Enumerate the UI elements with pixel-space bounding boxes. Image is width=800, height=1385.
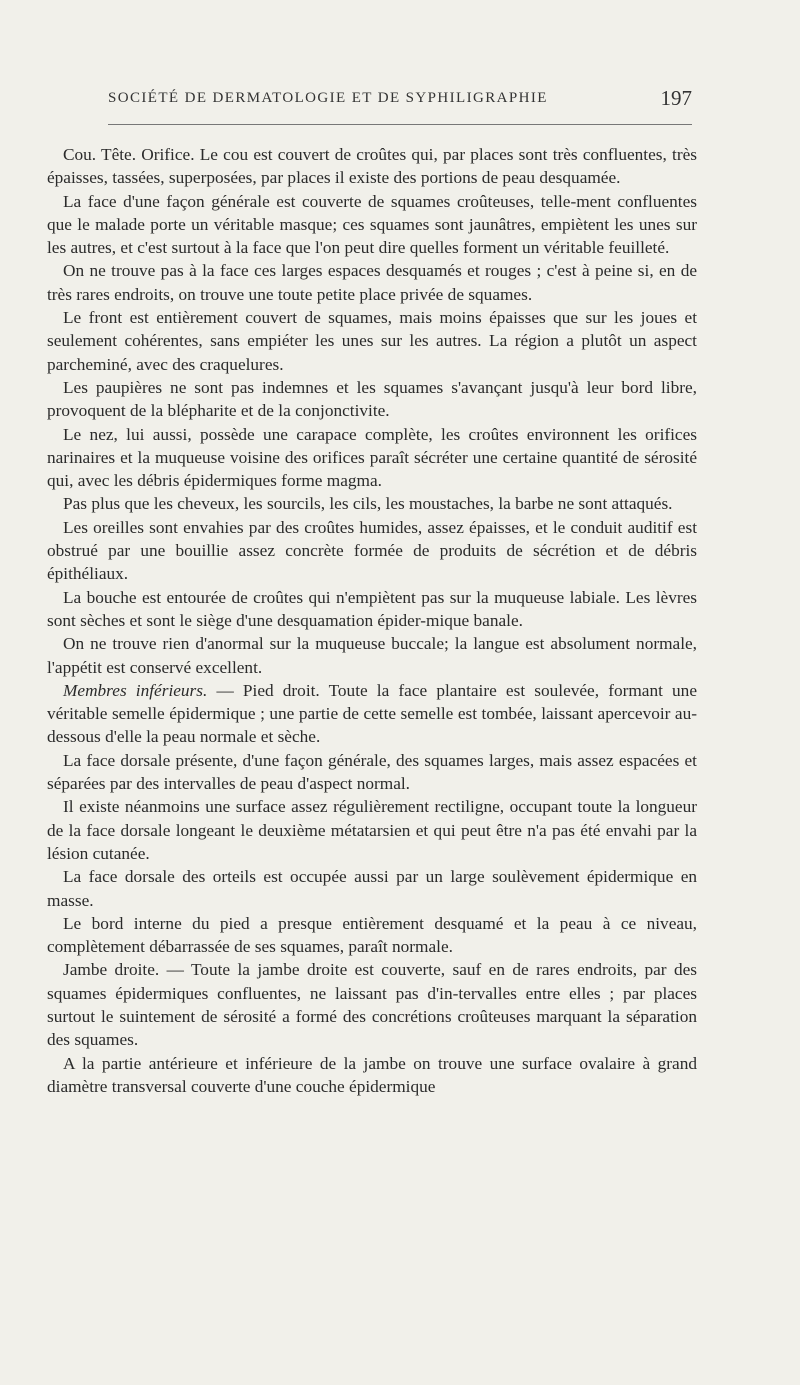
paragraph-text: A la partie antérieure et inférieure de la jambe on trouve une surface ovalaire à grand diamètre transversal couverte d'une couche épidermique <box>47 1053 697 1096</box>
paragraph <box>47 1052 697 1099</box>
paragraph-text: On ne trouve pas à la face ces larges espaces desquamés et rouges ; c'est à peine si, en de très rares endroits, on trouve une toute petite place privée de squames. <box>47 261 697 304</box>
paragraph <box>47 749 697 796</box>
section-lead: Membres inférieurs. <box>63 680 208 700</box>
paragraph-text: Pas plus que les cheveux, les sourcils, les cils, les moustaches, la barbe ne sont attaqués. <box>63 494 673 514</box>
body-text <box>47 143 697 1098</box>
paragraph <box>47 632 697 679</box>
page-number: 197 <box>660 86 692 110</box>
paragraph-text: On ne trouve rien d'anormal sur la muqueuse buccale; la langue est absolument normale, l'appétit est conservé excellent. <box>47 634 697 677</box>
paragraph <box>47 958 697 1051</box>
paragraph-text: La bouche est entourée de croûtes qui n'empiètent pas sur la muqueuse labiale. Les lèvres sont sèches et sont le siège d'une desquamation épider-mique banale. <box>47 587 697 630</box>
paragraph-text: Le nez, lui aussi, possède une carapace complète, les croûtes environnent les orifices narinaires et la muqueuse voisine des orifices paraît sécréter une certaine quantité de sérosité qui, avec les débris épidermiques forme magma. <box>47 424 697 491</box>
paragraph <box>47 190 697 260</box>
paragraph <box>47 143 697 190</box>
paragraph <box>47 259 697 306</box>
paragraph-text: La face dorsale présente, d'une façon générale, des squames larges, mais assez espacées et séparées par des intervalles de peau d'aspect normal. <box>47 750 697 794</box>
paragraph <box>47 865 697 912</box>
paragraph-text: Les paupières ne sont pas indemnes et les squames s'avançant jusqu'à leur bord libre, provoquent de la blépharite et de la conjonctivite. <box>47 377 697 421</box>
paragraph <box>47 306 697 376</box>
paragraph <box>47 912 697 959</box>
paragraph-text: Le bord interne du pied a presque entièrement desquamé et la peau à ce niveau, complètement débarrassée de ses squames, paraît normale. <box>47 913 697 957</box>
paragraph <box>47 376 697 423</box>
paragraph <box>47 679 697 749</box>
paragraph-text: Le front est entièrement couvert de squames, mais moins épaisses que sur les joues et seulement cohérentes, sans empiéter les unes sur les autres. La région a plutôt un aspect parcheminé, avec des craquelures. <box>47 308 697 374</box>
paragraph <box>47 795 697 865</box>
running-header <box>108 86 692 112</box>
paragraph-text: Cou. Tête. Orifice. Le cou est couvert de croûtes qui, par places sont très confluentes, très épaisses, tassées, superposées, par places il existe des portions de peau desquamée. <box>47 145 697 188</box>
paragraph-text: La face d'une façon générale est couverte de squames croûteuses, telle-ment confluentes que le malade porte un véritable masque; ces squames sont jaunâtres, empiètent les unes sur les autres, et c'est surtout à la face que l'on peut dire quelles forment un véritable feuilleté. <box>47 191 697 258</box>
paragraph-text: Jambe droite. — Toute la jambe droite est couverte, sauf en de rares endroits, par des squames épidermiques confluentes, ne laissant pas d'in-tervalles entre elles ; par places surtout le suintement de sérosité a formé des concrétions croûteuses marquant la séparation des squames. <box>47 960 697 1050</box>
running-title: SOCIÉTÉ DE DERMATOLOGIE ET DE SYPHILIGRAPHIE <box>108 90 548 106</box>
paragraph-text: La face dorsale des orteils est occupée aussi par un large soulèvement épidermique en masse. <box>47 867 697 910</box>
paragraph-text: Il existe néanmoins une surface assez régulièrement rectiligne, occupant toute la longueur de la face dorsale longeant le deuxième métatarsien et qui peut être n'a pas été envahi par la lésion cutanée. <box>47 797 697 863</box>
header-rule <box>108 124 692 125</box>
paragraph <box>47 423 697 493</box>
paragraph-text: — Pied droit. Toute la face plantaire est soulevée, formant une véritable semelle épidermique ; une partie de cette semelle est tombée, laissant apercevoir au-dessous d'elle la peau normale et sèche. <box>47 680 697 747</box>
paragraph <box>47 516 697 586</box>
paragraph <box>47 586 697 633</box>
paragraph <box>47 492 697 515</box>
paragraph-text: Les oreilles sont envahies par des croûtes humides, assez épaisses, et le conduit auditif est obstrué par une bouillie assez concrète formée de produits de sécrétion et de débris épithéliaux. <box>47 517 697 584</box>
